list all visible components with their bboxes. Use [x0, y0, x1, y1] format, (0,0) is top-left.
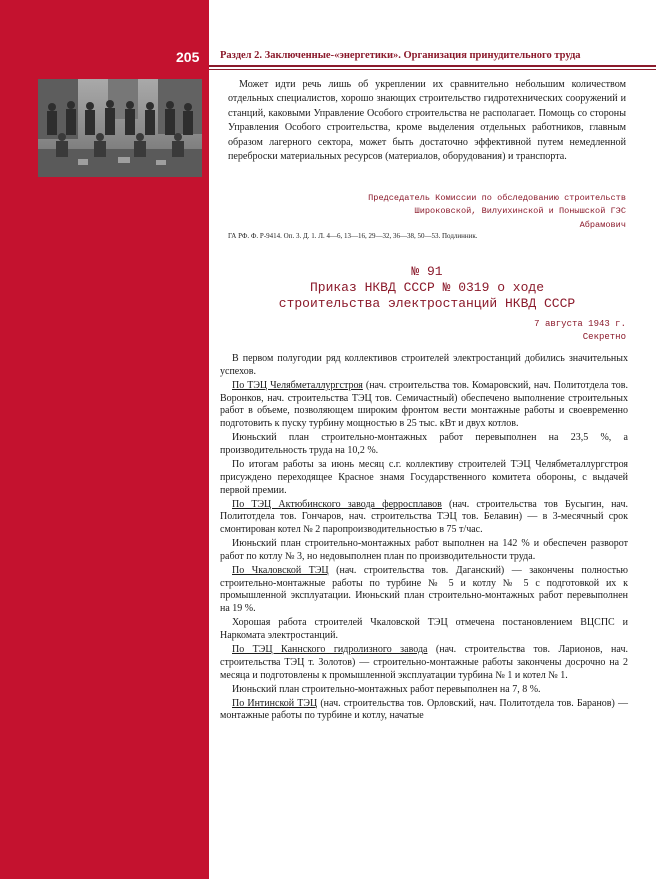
body-paragraph: По итогам работы за июнь месяц с.г. коллективу строителей ТЭЦ Челябметаллургстроя присуждено переходящее Красное знамя Государственного комитета обороны, с выдачей первой премии.	[220, 458, 628, 496]
body-paragraph: В первом полугодии ряд коллективов строителей электростанций добились значительных успехов.	[220, 353, 628, 377]
underlined-subject: По ТЭЦ Каннского гидролизного завода	[232, 644, 428, 656]
header-rule	[209, 65, 656, 67]
header-rule-thin	[209, 69, 656, 70]
body-paragraph: Июньский план строительно-монтажных работ перевыполнен на 23,5 %, а производительность труда на 10,2 %.	[220, 432, 628, 456]
underlined-subject: По ТЭЦ Актюбинского завода ферросплавов	[232, 498, 442, 510]
body-paragraph: Хорошая работа строителей Чкаловской ТЭЦ отмечена постановлением ВЦСПС и Наркомата электростанций.	[220, 617, 628, 642]
running-header: Раздел 2. Заключенные-«энергетики». Организация принудительного труда	[220, 50, 581, 61]
signature-block	[368, 192, 626, 232]
body-paragraph: По Чкаловской ТЭЦ (нач. строительства тов. Даганский) — закончены полностью строительно-монтажные работы по турбине № 5 и котлу № 5 с подготовкой их к промышленной эксплуатации. Июньский план строительно-монтажных работ перевыполнен на 19 %.	[220, 564, 628, 615]
document-title-line: строительства электростанций НКВД СССР	[278, 296, 576, 311]
body-paragraph: Июньский план строительно-монтажных работ перевыполнен на 7, 8 %.	[232, 683, 541, 695]
signature-line: Широковской, Вилуихинской и Понышской ГЭС	[414, 206, 626, 217]
underlined-subject: По Интинской ТЭЦ	[232, 697, 318, 709]
document-date: 7 августа 1943 г.	[534, 319, 626, 329]
body-paragraph: По ТЭЦ Каннского гидролизного завода (нач. строительства тов. Ларионов, нач. строительства ТЭЦ т. Золотов) — строительно-монтажные работы закончены досрочно на 2 месяца и подготовлены к промышленной эксплуатации турбина № 1 и котел № 1.	[220, 644, 628, 681]
archive-source-note: ГА РФ. Ф. Р-9414. Оп. 3. Д. 1. Л. 4—6, 13—16, 29—32, 36—38, 50—53. Подлинник.	[228, 232, 478, 240]
body-paragraph: По ТЭЦ Актюбинского завода ферросплавов (нач. строительства тов Бусыгин, нач. Политотдела тов. Гончаров, нач. строительства ТЭЦ тов. Белавин) — в 3-месячный срок смонтирован котел № 2 паропроизводительностью в 75 т/час.	[220, 498, 629, 536]
body-paragraph: По ТЭЦ Челябметаллургстроя (нач. строительства тов. Комаровский, нач. Политотдела тов. Воронков, нач. строительства ТЭЦ тов. Семичастный) обеспечено выполнение строительных работ в объеме, позволяющем широким фронтом вести монтажные работы и своевременно подготовить к пуску турбину мощностью в 25 тыс. кВт и двух котлов.	[220, 379, 628, 430]
signature-line: Председатель Комиссии по обследованию строительств	[368, 193, 626, 203]
archival-group-photo	[38, 79, 202, 177]
document-number: № 91	[411, 264, 443, 279]
body-paragraph: По Интинской ТЭЦ (нач. строительства тов. Орловский, нач. Политотдела тов. Баранов) — монтажные работы по турбине и котлу, начатые	[220, 697, 628, 722]
intro-paragraph: Может идти речь лишь об укреплении их сравнительно небольшим количеством отдельных специалистов, хорошо знающих строительство гидротехнических сооружений и станций, каковыми Управление Особого строительства не располагает. Помощь со стороны Управления Особого строительства, кроме выделения отдельных работников, главным образом лагерного сектора, может быть достаточно эффективной путем немедленной переброски материальных ресурсов (материалов, оборудования) и транспорта.	[228, 79, 626, 163]
document-body	[220, 353, 628, 724]
body-paragraph: Июньский план строительно-монтажных работ выполнен на 142 % и обеспечен разворот работ по котлу № 3, но недовыполнен план по производительности труда.	[220, 538, 628, 562]
signature-name: Абрамович	[579, 219, 626, 230]
document-title-line: Приказ НКВД СССР № 0319 о ходе	[309, 280, 545, 295]
page-number: 205	[176, 49, 200, 65]
document-title	[228, 264, 626, 312]
classification-mark: Секретно	[582, 331, 626, 342]
document-dateline	[534, 318, 626, 343]
underlined-subject: По Чкаловской ТЭЦ	[232, 564, 329, 576]
underlined-subject: По ТЭЦ Челябметаллургстроя	[232, 379, 363, 391]
